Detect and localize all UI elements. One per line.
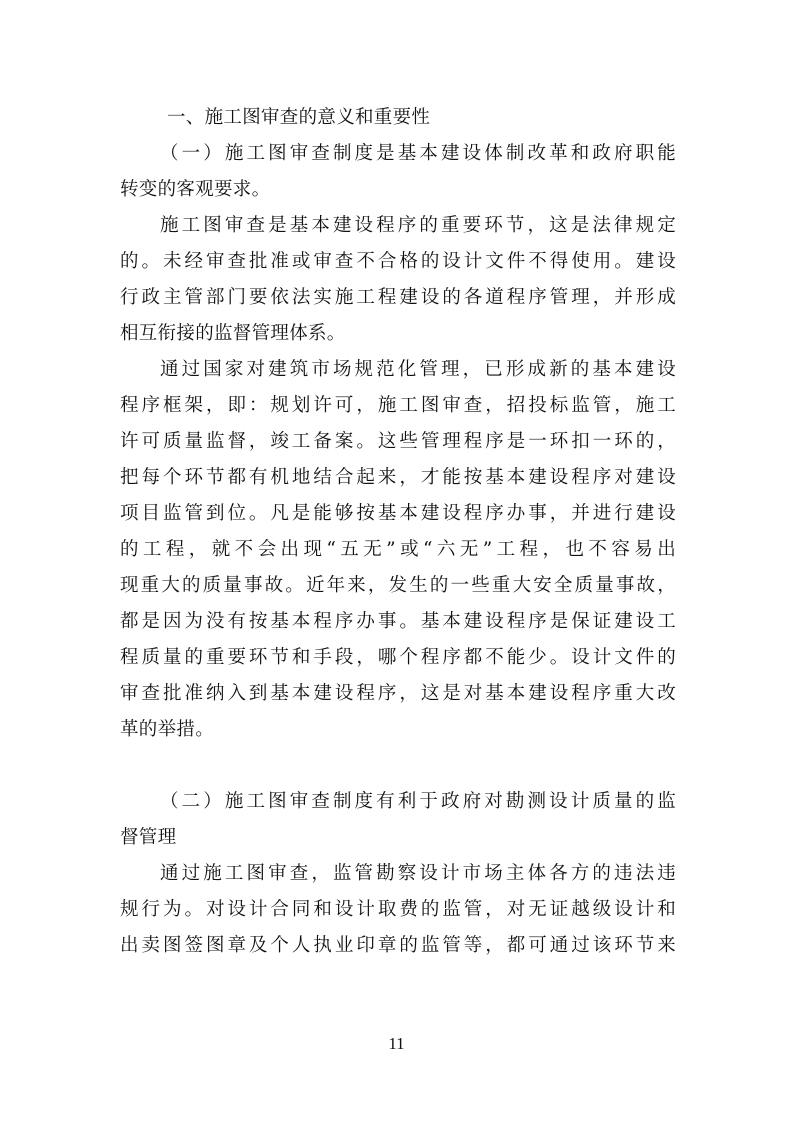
paragraph-line: 把每个环节都有机地结合起来，才能按基本建设程序对建设 <box>120 467 676 488</box>
document-body <box>120 100 676 964</box>
paragraph-line: 项目监管到位。凡是能够按基本建设程序办事，并进行建设 <box>120 503 676 524</box>
subsection-1-heading-line: （一）施工图审查制度是基本建设体制改革和政府职能 <box>160 143 676 164</box>
paragraph-line: 程序框架，即：规划许可，施工图审查，招投标监管，施工 <box>120 395 676 416</box>
paragraph-line: 施工图审查是基本建设程序的重要环节，这是法律规定 <box>160 215 676 236</box>
section-spacer <box>120 748 676 784</box>
paragraph-line: 规行为。对设计合同和设计取费的监管，对无证越级设计和 <box>120 899 676 920</box>
paragraph-line: 程质量的重要环节和手段，哪个程序都不能少。设计文件的 <box>120 647 676 668</box>
subsection-1-heading-line: 转变的客观要求。 <box>120 179 271 200</box>
paragraph-line: 通过施工图审查，监管勘察设计市场主体各方的违法违 <box>160 863 676 884</box>
paragraph-line: 的工程，就不会出现“五无”或“六无”工程，也不容易出 <box>120 539 676 560</box>
paragraph-line: 的。未经审查批准或审查不合格的设计文件不得使用。建设 <box>120 251 676 272</box>
paragraph-line: 行政主管部门要依法实施工程建设的各道程序管理，并形成 <box>120 287 676 308</box>
subsection-2-heading-line: （二）施工图审查制度有利于政府对勘测设计质量的监 <box>160 791 676 812</box>
paragraph-line: 审查批准纳入到基本建设程序，这是对基本建设程序重大改 <box>120 683 676 704</box>
section-title: 一、施工图审查的意义和重要性 <box>167 107 431 128</box>
paragraph-line: 现重大的质量事故。近年来，发生的一些重大安全质量事故， <box>120 575 676 596</box>
paragraph-line: 通过国家对建筑市场规范化管理，已形成新的基本建设 <box>160 359 676 380</box>
paragraph-line: 出卖图签图章及个人执业印章的监管等，都可通过该环节来 <box>120 935 676 956</box>
paragraph-line: 相互衔接的监督管理体系。 <box>120 323 346 344</box>
paragraph-line: 许可质量监督，竣工备案。这些管理程序是一环扣一环的， <box>120 431 676 452</box>
paragraph-line: 都是因为没有按基本程序办事。基本建设程序是保证建设工 <box>120 611 676 632</box>
subsection-2-heading-line: 督管理 <box>120 827 177 848</box>
paragraph-line: 革的举措。 <box>120 719 215 740</box>
page-number: 11 <box>388 1034 405 1053</box>
